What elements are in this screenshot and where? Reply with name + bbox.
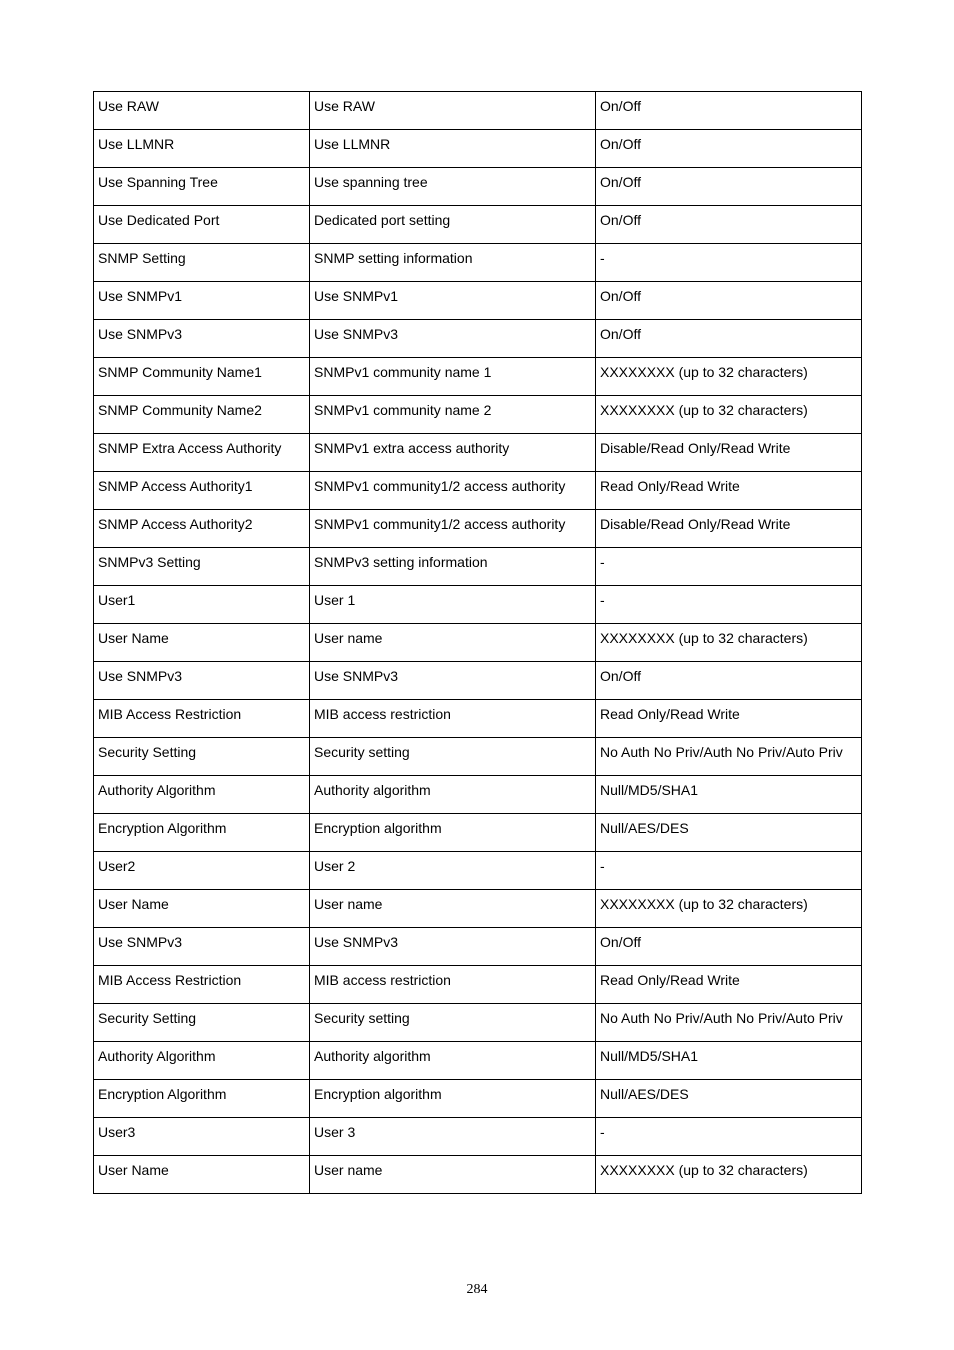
table-row xyxy=(94,396,862,434)
item-description-cell xyxy=(310,510,596,548)
cell-text: On/Off xyxy=(600,174,641,190)
cell-text: SNMPv1 community name 1 xyxy=(314,364,492,380)
cell-text: SNMP Extra Access Authority xyxy=(98,440,282,456)
setting-value-cell xyxy=(596,1004,862,1042)
cell-text: SNMPv1 extra access authority xyxy=(314,440,510,456)
item-description-cell xyxy=(310,700,596,738)
cell-text: Use RAW xyxy=(98,98,159,114)
cell-text: On/Off xyxy=(600,934,641,950)
cell-text: Dedicated port setting xyxy=(314,212,451,228)
cell-text: User Name xyxy=(98,896,169,912)
cell-text: On/Off xyxy=(600,668,641,684)
table-row xyxy=(94,662,862,700)
item-name-cell xyxy=(94,1080,310,1118)
cell-text: SNMP setting information xyxy=(314,250,473,266)
cell-text: Use LLMNR xyxy=(314,136,391,152)
setting-value-cell xyxy=(596,738,862,776)
table-row xyxy=(94,1004,862,1042)
cell-text: Encryption Algorithm xyxy=(98,1086,227,1102)
cell-text: - xyxy=(600,554,605,570)
table-row xyxy=(94,852,862,890)
item-description-cell xyxy=(310,320,596,358)
cell-text: MIB access restriction xyxy=(314,706,451,722)
cell-text: MIB Access Restriction xyxy=(98,972,242,988)
cell-text: Read Only/Read Write xyxy=(600,972,740,988)
table-row xyxy=(94,130,862,168)
item-description-cell xyxy=(310,396,596,434)
item-description-cell xyxy=(310,434,596,472)
cell-text: On/Off xyxy=(600,212,641,228)
item-description-cell xyxy=(310,1004,596,1042)
item-description-cell xyxy=(310,928,596,966)
item-description-cell xyxy=(310,130,596,168)
table-row xyxy=(94,358,862,396)
item-description-cell xyxy=(310,624,596,662)
cell-text: User name xyxy=(314,1162,383,1178)
item-name-cell xyxy=(94,662,310,700)
table-row xyxy=(94,282,862,320)
table-row xyxy=(94,738,862,776)
cell-text: XXXXXXXX (up to 32 characters) xyxy=(600,1162,808,1178)
cell-text: SNMPv3 setting information xyxy=(314,554,488,570)
cell-text: User 2 xyxy=(314,858,356,874)
item-description-cell xyxy=(310,168,596,206)
item-name-cell xyxy=(94,434,310,472)
table-row xyxy=(94,928,862,966)
cell-text: MIB Access Restriction xyxy=(98,706,242,722)
item-name-cell xyxy=(94,472,310,510)
setting-value-cell xyxy=(596,1156,862,1194)
item-name-cell xyxy=(94,206,310,244)
table-row xyxy=(94,168,862,206)
cell-text: - xyxy=(600,858,605,874)
cell-text: On/Off xyxy=(600,136,641,152)
cell-text: SNMPv1 community1/2 access authority xyxy=(314,516,566,532)
table-row xyxy=(94,510,862,548)
cell-text: SNMP Access Authority1 xyxy=(98,478,253,494)
item-name-cell xyxy=(94,130,310,168)
item-name-cell xyxy=(94,1042,310,1080)
cell-text: Read Only/Read Write xyxy=(600,706,740,722)
cell-text: Use Spanning Tree xyxy=(98,174,218,190)
setting-value-cell xyxy=(596,586,862,624)
cell-text: Authority Algorithm xyxy=(98,1048,216,1064)
setting-value-cell xyxy=(596,814,862,852)
cell-text: XXXXXXXX (up to 32 characters) xyxy=(600,364,808,380)
item-name-cell xyxy=(94,358,310,396)
setting-value-cell xyxy=(596,776,862,814)
cell-text: User2 xyxy=(98,858,136,874)
item-name-cell xyxy=(94,92,310,130)
item-description-cell xyxy=(310,586,596,624)
cell-text: Use RAW xyxy=(314,98,375,114)
cell-text: SNMPv3 Setting xyxy=(98,554,201,570)
cell-text: Disable/Read Only/Read Write xyxy=(600,440,791,456)
item-name-cell xyxy=(94,510,310,548)
setting-value-cell xyxy=(596,434,862,472)
cell-text: Use SNMPv3 xyxy=(98,668,183,684)
cell-text: No Auth No Priv/Auth No Priv/Auto Priv xyxy=(600,744,843,760)
setting-value-cell xyxy=(596,966,862,1004)
item-name-cell xyxy=(94,1004,310,1042)
setting-value-cell xyxy=(596,1042,862,1080)
setting-value-cell xyxy=(596,510,862,548)
table-row xyxy=(94,548,862,586)
setting-value-cell xyxy=(596,624,862,662)
cell-text: User name xyxy=(314,630,383,646)
cell-text: Read Only/Read Write xyxy=(600,478,740,494)
cell-text: Security Setting xyxy=(98,744,197,760)
cell-text: Null/MD5/SHA1 xyxy=(600,782,699,798)
item-name-cell xyxy=(94,852,310,890)
item-description-cell xyxy=(310,358,596,396)
cell-text: SNMP Community Name1 xyxy=(98,364,262,380)
setting-value-cell xyxy=(596,700,862,738)
item-description-cell xyxy=(310,92,596,130)
item-description-cell xyxy=(310,776,596,814)
setting-value-cell xyxy=(596,852,862,890)
table-row xyxy=(94,472,862,510)
table-row xyxy=(94,1042,862,1080)
cell-text: XXXXXXXX (up to 32 characters) xyxy=(600,630,808,646)
cell-text: User name xyxy=(314,896,383,912)
setting-value-cell xyxy=(596,890,862,928)
table-row xyxy=(94,1080,862,1118)
setting-value-cell xyxy=(596,282,862,320)
item-name-cell xyxy=(94,1118,310,1156)
cell-text: SNMPv1 community name 2 xyxy=(314,402,492,418)
item-description-cell xyxy=(310,738,596,776)
setting-value-cell xyxy=(596,928,862,966)
cell-text: Authority Algorithm xyxy=(98,782,216,798)
cell-text: XXXXXXXX (up to 32 characters) xyxy=(600,402,808,418)
cell-text: Null/MD5/SHA1 xyxy=(600,1048,699,1064)
setting-value-cell xyxy=(596,472,862,510)
cell-text: SNMP Setting xyxy=(98,250,186,266)
setting-value-cell xyxy=(596,1118,862,1156)
cell-text: Security Setting xyxy=(98,1010,197,1026)
item-name-cell xyxy=(94,586,310,624)
table-row xyxy=(94,244,862,282)
item-description-cell xyxy=(310,852,596,890)
cell-text: Use LLMNR xyxy=(98,136,175,152)
item-description-cell xyxy=(310,548,596,586)
table-row xyxy=(94,814,862,852)
table-row xyxy=(94,700,862,738)
item-name-cell xyxy=(94,776,310,814)
item-description-cell xyxy=(310,472,596,510)
cell-text: Use SNMPv3 xyxy=(98,326,183,342)
table-row xyxy=(94,1118,862,1156)
table-row xyxy=(94,434,862,472)
table-row xyxy=(94,92,862,130)
table-row xyxy=(94,320,862,358)
item-name-cell xyxy=(94,282,310,320)
item-name-cell xyxy=(94,738,310,776)
item-name-cell xyxy=(94,1156,310,1194)
item-description-cell xyxy=(310,206,596,244)
cell-text: Encryption algorithm xyxy=(314,1086,442,1102)
cell-text: SNMP Community Name2 xyxy=(98,402,262,418)
item-description-cell xyxy=(310,282,596,320)
item-description-cell xyxy=(310,1118,596,1156)
item-description-cell xyxy=(310,1042,596,1080)
item-name-cell xyxy=(94,548,310,586)
table-row xyxy=(94,206,862,244)
table-row xyxy=(94,1156,862,1194)
cell-text: Use SNMPv1 xyxy=(314,288,399,304)
cell-text: User 1 xyxy=(314,592,356,608)
setting-value-cell xyxy=(596,1080,862,1118)
setting-value-cell xyxy=(596,168,862,206)
settings-table-body xyxy=(94,92,862,1194)
cell-text: - xyxy=(600,250,605,266)
cell-text: User1 xyxy=(98,592,136,608)
cell-text: SNMPv1 community1/2 access authority xyxy=(314,478,566,494)
cell-text: Encryption algorithm xyxy=(314,820,442,836)
item-name-cell xyxy=(94,624,310,662)
cell-text: SNMP Access Authority2 xyxy=(98,516,253,532)
item-description-cell xyxy=(310,814,596,852)
item-name-cell xyxy=(94,168,310,206)
table-row xyxy=(94,624,862,662)
cell-text: Authority algorithm xyxy=(314,1048,431,1064)
settings-table xyxy=(93,91,862,1194)
cell-text: On/Off xyxy=(600,98,641,114)
item-description-cell xyxy=(310,244,596,282)
cell-text: No Auth No Priv/Auth No Priv/Auto Priv xyxy=(600,1010,843,1026)
cell-text: Encryption Algorithm xyxy=(98,820,227,836)
cell-text: Use spanning tree xyxy=(314,174,428,190)
cell-text: Use SNMPv3 xyxy=(314,934,399,950)
table-row xyxy=(94,586,862,624)
item-description-cell xyxy=(310,890,596,928)
setting-value-cell xyxy=(596,320,862,358)
item-name-cell xyxy=(94,890,310,928)
item-name-cell xyxy=(94,966,310,1004)
cell-text: - xyxy=(600,592,605,608)
item-description-cell xyxy=(310,1156,596,1194)
item-name-cell xyxy=(94,700,310,738)
cell-text: Use Dedicated Port xyxy=(98,212,220,228)
cell-text: Null/AES/DES xyxy=(600,820,689,836)
setting-value-cell xyxy=(596,548,862,586)
setting-value-cell xyxy=(596,206,862,244)
cell-text: Security setting xyxy=(314,744,410,760)
item-name-cell xyxy=(94,244,310,282)
table-row xyxy=(94,890,862,928)
cell-text: Use SNMPv3 xyxy=(314,326,399,342)
table-row xyxy=(94,966,862,1004)
setting-value-cell xyxy=(596,130,862,168)
setting-value-cell xyxy=(596,92,862,130)
cell-text: On/Off xyxy=(600,288,641,304)
cell-text: On/Off xyxy=(600,326,641,342)
cell-text: User3 xyxy=(98,1124,136,1140)
cell-text: User 3 xyxy=(314,1124,356,1140)
cell-text: MIB access restriction xyxy=(314,972,451,988)
item-description-cell xyxy=(310,662,596,700)
cell-text: Use SNMPv3 xyxy=(98,934,183,950)
item-name-cell xyxy=(94,396,310,434)
table-row xyxy=(94,776,862,814)
cell-text: User Name xyxy=(98,1162,169,1178)
item-name-cell xyxy=(94,814,310,852)
cell-text: Security setting xyxy=(314,1010,410,1026)
page-number: 284 xyxy=(466,1282,488,1297)
setting-value-cell xyxy=(596,662,862,700)
cell-text: Use SNMPv1 xyxy=(98,288,183,304)
setting-value-cell xyxy=(596,358,862,396)
item-description-cell xyxy=(310,966,596,1004)
setting-value-cell xyxy=(596,244,862,282)
item-description-cell xyxy=(310,1080,596,1118)
cell-text: Null/AES/DES xyxy=(600,1086,689,1102)
cell-text: Use SNMPv3 xyxy=(314,668,399,684)
cell-text: Disable/Read Only/Read Write xyxy=(600,516,791,532)
cell-text: XXXXXXXX (up to 32 characters) xyxy=(600,896,808,912)
cell-text: - xyxy=(600,1124,605,1140)
cell-text: Authority algorithm xyxy=(314,782,431,798)
item-name-cell xyxy=(94,928,310,966)
cell-text: User Name xyxy=(98,630,169,646)
item-name-cell xyxy=(94,320,310,358)
setting-value-cell xyxy=(596,396,862,434)
